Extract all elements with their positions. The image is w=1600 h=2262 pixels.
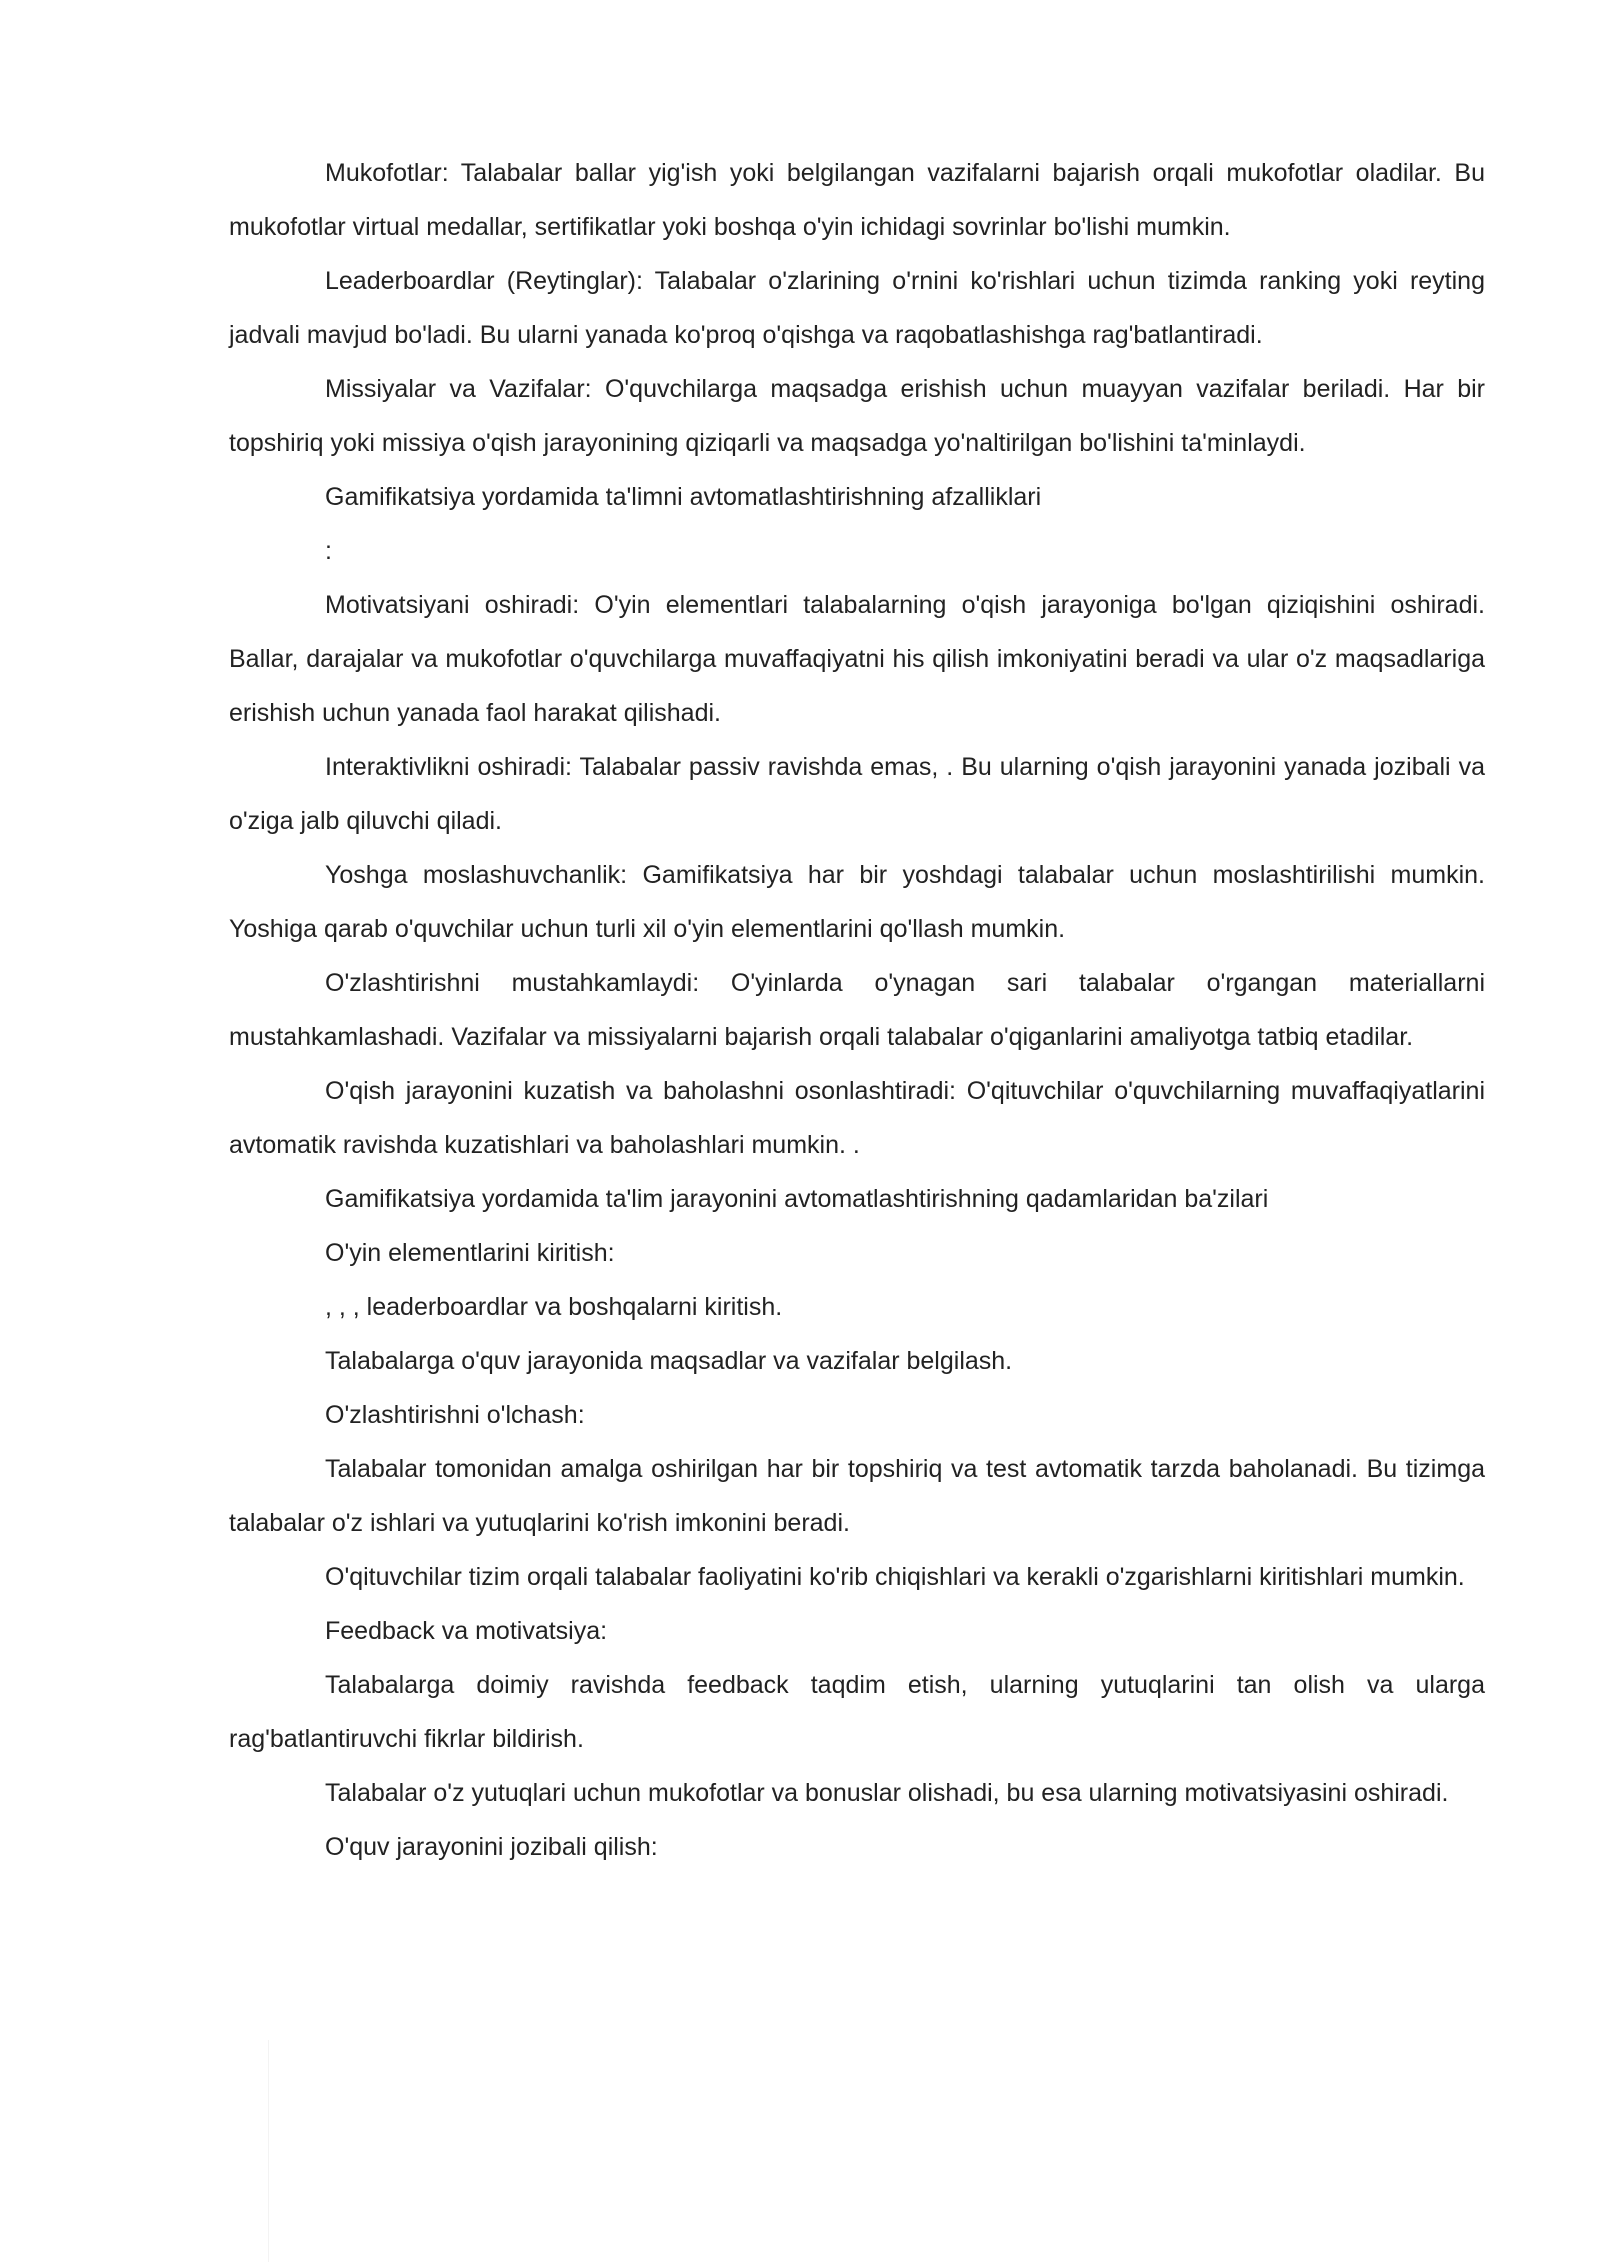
paragraph-colon: : [325,537,332,565]
paragraph-leaderboardlar: Leaderboardlar (Reytinglar): Talabalar o'zlarining o'rnini ko'rishlari uchun tizimda ranking yoki reyting jadvali mavjud bo'ladi. Bu ularni yanada ko'proq o'qishga va raqobatlashishga rag'batlantiradi. [229,267,1485,349]
paragraph-jozibali: O'quv jarayonini jozibali qilish: [325,1833,658,1861]
paragraph-feedback-heading: Feedback va motivatsiya: [325,1617,608,1645]
page-edge-shadow [268,2040,269,2262]
paragraph-feedback: Talabalarga doimiy ravishda feedback taqdim etish, ularning yutuqlarini tan olish va ularga rag'batlantiruvchi fikrlar bildirish. [229,1671,1485,1753]
paragraph-oyin-elementlari: O'yin elementlarini kiritish: [325,1239,615,1267]
paragraph-afzalliklar-heading: Gamifikatsiya yordamida ta'limni avtomatlashtirishning afzalliklari [325,483,1042,511]
paragraph-oqituvchilar: O'qituvchilar tizim orqali talabalar faoliyatini ko'rib chiqishlari va kerakli o'zgarishlarni kiritishlari mumkin. [325,1563,1465,1591]
paragraph-kiritish: , , , leaderboardlar va boshqalarni kiritish. [325,1293,783,1321]
paragraph-interaktivlik: Interaktivlikni oshiradi: Talabalar passiv ravishda emas, . Bu ularning o'qish jarayonini yanada jozibali va o'ziga jalb qiluvchi qiladi. [229,753,1485,835]
paragraph-yoshga-moslashuv: Yoshga moslashuvchanlik: Gamifikatsiya har bir yoshdagi talabalar uchun moslashtirilishi mumkin. Yoshiga qarab o'quvchilar uchun turli xil o'yin elementlarini qo'llash mumkin. [229,861,1485,943]
paragraph-missiyalar: Missiyalar va Vazifalar: O'quvchilarga maqsadga erishish uchun muayyan vazifalar beriladi. Har bir topshiriq yoki missiya o'qish jarayonining qiziqarli va maqsadga yo'naltirilgan bo'lishini ta'minlaydi. [229,375,1485,457]
paragraph-motivatsiya: Motivatsiyani oshiradi: O'yin elementlari talabalarning o'qish jarayoniga bo'lgan qiziqishini oshiradi. Ballar, darajalar va mukofotlar o'quvchilarga muvaffaqiyatni his qilish imkoniyatini beradi va ular o'z maqsadlariga erishish uchun yanada faol harakat qilishadi. [229,591,1485,727]
paragraph-baholanadi: Talabalar tomonidan amalga oshirilgan har bir topshiriq va test avtomatik tarzda baholanadi. Bu tizimga talabalar o'z ishlari va yutuqlarini ko'rish imkonini beradi. [229,1455,1485,1537]
paragraph-qadamlar-heading: Gamifikatsiya yordamida ta'lim jarayonini avtomatlashtirishning qadamlaridan ba'zilari [325,1185,1269,1213]
paragraph-maqsadlar: Talabalarga o'quv jarayonida maqsadlar va vazifalar belgilash. [325,1347,1013,1375]
document-body [229,146,1485,1874]
paragraph-bonuslar: Talabalar o'z yutuqlari uchun mukofotlar va bonuslar olishadi, bu esa ularning motivatsiyasini oshiradi. [325,1779,1449,1807]
paragraph-ozlashtirish: O'zlashtirishni mustahkamlaydi: O'yinlarda o'ynagan sari talabalar o'rgangan materiallarni mustahkamlashadi. Vazifalar va missiyalarni bajarish orqali talabalar o'qiganlarini amaliyotga tatbiq etadilar. [229,969,1485,1051]
paragraph-mukofotlar: Mukofotlar: Talabalar ballar yig'ish yoki belgilangan vazifalarni bajarish orqali mukofotlar oladilar. Bu mukofotlar virtual medallar, sertifikatlar yoki boshqa o'yin ichidagi sovrinlar bo'lishi mumkin. [229,159,1485,241]
paragraph-olchash: O'zlashtirishni o'lchash: [325,1401,585,1429]
paragraph-kuzatish: O'qish jarayonini kuzatish va baholashni osonlashtiradi: O'qituvchilar o'quvchilarning muvaffaqiyatlarini avtomatik ravishda kuzatishlari va baholashlari mumkin. . [229,1077,1485,1159]
